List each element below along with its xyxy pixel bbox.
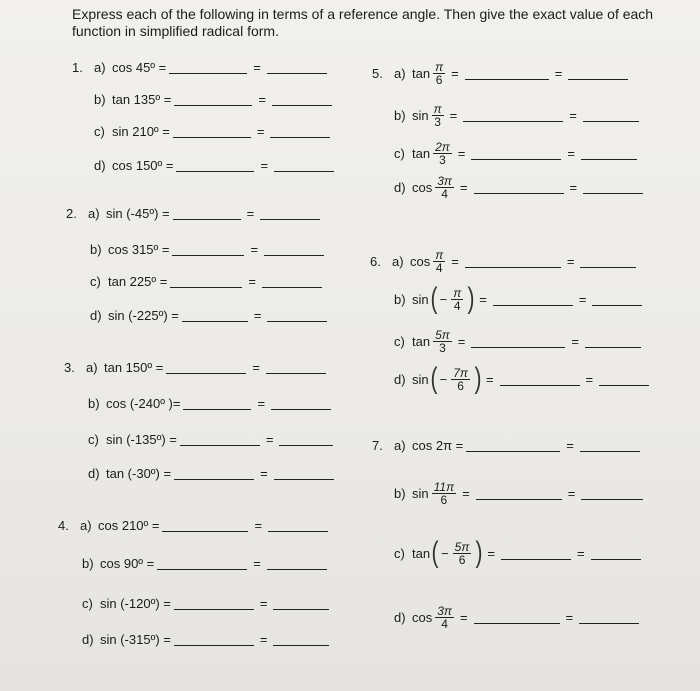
problem-letter: a) <box>392 253 404 269</box>
problem-letter: c) <box>88 431 99 447</box>
problem-4c <box>82 588 332 618</box>
problem-expression: tan 135º = <box>112 91 172 107</box>
problem-3a <box>64 352 329 382</box>
equals-sign: = <box>449 107 458 123</box>
problem-expression: sin (-225º) = <box>108 307 179 323</box>
angle-fraction <box>433 141 452 166</box>
reference-angle-blank[interactable] <box>463 109 563 122</box>
instructions: Express each of the following in terms of a reference angle. Then give the exact value of each function in simplified radical form. <box>72 6 654 39</box>
fraction-denominator: 3 <box>434 114 441 129</box>
equals-sign: = <box>585 371 594 387</box>
problem-letter: b) <box>394 107 406 123</box>
problem-letter: a) <box>86 359 98 375</box>
problem-expression: sin 210º = <box>112 123 170 139</box>
exact-value-blank[interactable] <box>579 611 639 624</box>
reference-angle-blank[interactable] <box>471 147 561 160</box>
reference-angle-blank[interactable] <box>166 361 246 374</box>
equals-sign: = <box>258 91 266 107</box>
problem-expression: sin (-120º) = <box>100 595 171 611</box>
problem-expression: sin (-315º) = <box>100 631 171 647</box>
equals-sign: = <box>457 145 466 161</box>
reference-angle-blank[interactable] <box>465 67 549 80</box>
reference-angle-blank[interactable] <box>465 255 561 268</box>
problem-letter: d) <box>82 631 94 647</box>
fraction-denominator: 4 <box>441 186 448 201</box>
problem-3d <box>88 458 337 488</box>
angle-fraction <box>433 249 445 274</box>
minus-sign: − <box>441 545 449 561</box>
problem-7d <box>394 602 642 632</box>
reference-angle-blank[interactable] <box>183 397 251 410</box>
equals-sign: = <box>565 609 574 625</box>
problem-2d <box>90 300 330 330</box>
problem-number: 6. <box>370 253 381 269</box>
equals-sign: = <box>260 465 268 481</box>
equals-sign: = <box>254 517 263 533</box>
angle-fraction <box>451 367 470 392</box>
reference-angle-blank[interactable] <box>476 487 562 500</box>
problem-3b <box>88 388 334 418</box>
angle-fraction <box>432 481 457 506</box>
problem-5d <box>394 172 646 202</box>
problem-2c <box>90 266 325 296</box>
problem-5c <box>394 138 640 168</box>
problem-letter: b) <box>90 241 102 257</box>
exact-value-blank[interactable] <box>264 243 324 256</box>
equals-sign: = <box>248 273 256 289</box>
exact-value-blank[interactable] <box>591 547 641 560</box>
equals-sign: = <box>451 253 459 269</box>
reference-angle-blank[interactable] <box>173 207 241 220</box>
trig-function: tan <box>412 333 431 349</box>
problem-expression: cos 315º = <box>108 241 170 257</box>
reference-angle-blank[interactable] <box>174 93 252 106</box>
problem-letter: d) <box>90 307 102 323</box>
exact-value-blank[interactable] <box>267 557 327 570</box>
right-paren: ) <box>467 282 475 315</box>
exact-value-blank[interactable] <box>270 125 330 138</box>
problem-6c <box>394 326 644 356</box>
equals-sign: = <box>571 333 579 349</box>
equals-sign: = <box>462 485 470 501</box>
equals-sign: = <box>257 395 266 411</box>
problem-letter: a) <box>80 517 92 533</box>
problem-letter: b) <box>82 555 94 571</box>
problem-letter: b) <box>394 291 406 307</box>
problem-letter: a) <box>88 205 100 221</box>
equals-sign: = <box>252 359 260 375</box>
reference-angle-blank[interactable] <box>466 439 560 452</box>
problem-letter: a) <box>394 437 406 453</box>
exact-value-blank[interactable] <box>268 519 328 532</box>
problem-expression: tan (-30º) = <box>106 465 172 481</box>
trig-function: tan <box>412 545 431 561</box>
problem-5b <box>394 100 642 130</box>
problem-6a <box>370 246 639 276</box>
equals-sign: = <box>250 241 259 257</box>
problem-expression: tan 225º = <box>108 273 168 289</box>
trig-function: tan <box>412 145 431 161</box>
fraction-denominator: 4 <box>435 260 443 275</box>
reference-angle-blank[interactable] <box>170 275 242 288</box>
exact-value-blank[interactable] <box>267 61 327 74</box>
equals-sign: = <box>457 333 466 349</box>
fraction-denominator: 3 <box>439 340 446 355</box>
reference-angle-blank[interactable] <box>474 181 564 194</box>
reference-angle-blank[interactable] <box>176 159 254 172</box>
exact-value-blank[interactable] <box>262 275 322 288</box>
exact-value-blank[interactable] <box>266 361 326 374</box>
equals-sign: = <box>259 631 268 647</box>
fraction-numerator: 5π <box>454 539 470 554</box>
reference-angle-blank[interactable] <box>182 309 248 322</box>
fraction-numerator: 3π <box>437 603 452 618</box>
reference-angle-blank[interactable] <box>173 125 251 138</box>
reference-angle-blank[interactable] <box>174 633 254 646</box>
problem-4b <box>82 548 330 578</box>
problem-expression: cos 90º = <box>100 555 155 571</box>
problem-7a <box>372 430 643 460</box>
fraction-denominator: 6 <box>457 378 464 393</box>
reference-angle-blank[interactable] <box>162 519 248 532</box>
angle-fraction <box>432 103 444 128</box>
fraction-numerator: 5π <box>435 327 450 342</box>
left-paren: ( <box>430 282 438 315</box>
right-paren: ) <box>474 362 482 395</box>
equals-sign: = <box>459 609 468 625</box>
equals-sign: = <box>459 179 468 195</box>
problem-number: 5. <box>372 65 383 81</box>
exact-value-blank[interactable] <box>273 597 329 610</box>
angle-fraction <box>451 287 463 312</box>
problem-letter: b) <box>394 485 406 501</box>
equals-sign: = <box>253 307 262 323</box>
problem-number: 7. <box>372 437 383 453</box>
fraction-numerator: π <box>435 247 444 262</box>
equals-sign: = <box>566 253 575 269</box>
equals-sign: = <box>569 107 577 123</box>
problem-letter: c) <box>82 595 93 611</box>
problem-7c <box>394 538 644 568</box>
exact-value-blank[interactable] <box>580 255 636 268</box>
exact-value-blank[interactable] <box>267 309 327 322</box>
problem-letter: b) <box>94 91 106 107</box>
problem-letter: d) <box>394 371 406 387</box>
problem-letter: c) <box>394 145 405 161</box>
exact-value-blank[interactable] <box>274 467 334 480</box>
equals-sign: = <box>578 291 587 307</box>
problem-3c <box>88 424 336 454</box>
exact-value-blank[interactable] <box>279 433 333 446</box>
equals-sign: = <box>485 371 494 387</box>
exact-value-blank[interactable] <box>583 109 639 122</box>
problem-letter: d) <box>394 609 406 625</box>
problem-expression: cos 150º = <box>112 157 174 173</box>
fraction-numerator: 3π <box>437 173 452 188</box>
problem-letter: a) <box>94 59 106 75</box>
fraction-numerator: 2π <box>435 139 450 154</box>
exact-value-blank[interactable] <box>272 93 332 106</box>
fraction-numerator: π <box>433 101 442 116</box>
equals-sign: = <box>265 431 274 447</box>
fraction-denominator: 4 <box>441 616 448 631</box>
problem-6d <box>394 364 652 394</box>
reference-angle-blank[interactable] <box>500 373 580 386</box>
reference-angle-blank[interactable] <box>172 243 244 256</box>
equals-sign: = <box>479 291 487 307</box>
angle-fraction <box>433 61 445 86</box>
equals-sign: = <box>569 179 578 195</box>
equals-sign: = <box>567 485 576 501</box>
exact-value-blank[interactable] <box>592 293 642 306</box>
fraction-numerator: π <box>435 59 444 74</box>
trig-function: sin <box>412 107 429 123</box>
problem-1c <box>94 116 333 146</box>
exact-value-blank[interactable] <box>274 159 334 172</box>
angle-fraction <box>453 541 472 566</box>
reference-angle-blank[interactable] <box>169 61 247 74</box>
equals-sign: = <box>566 437 574 453</box>
equals-sign: = <box>246 205 255 221</box>
problem-number: 1. <box>72 59 83 75</box>
equals-sign: = <box>253 59 261 75</box>
minus-sign: − <box>439 291 448 307</box>
problem-letter: d) <box>394 179 406 195</box>
problem-number: 3. <box>64 359 75 375</box>
problem-expression: cos 2π = <box>412 437 464 453</box>
minus-sign: − <box>439 371 448 387</box>
problem-letter: c) <box>94 123 105 139</box>
problem-expression: sin (-135º) = <box>106 431 177 447</box>
problem-1a <box>72 52 330 82</box>
equals-sign: = <box>451 65 459 81</box>
angle-fraction <box>435 175 454 200</box>
problem-5a <box>372 58 631 88</box>
reference-angle-blank[interactable] <box>157 557 247 570</box>
problem-letter: c) <box>394 333 405 349</box>
exact-value-blank[interactable] <box>599 373 649 386</box>
equals-sign: = <box>487 545 495 561</box>
problem-7b <box>394 478 646 508</box>
exact-value-blank[interactable] <box>581 487 643 500</box>
reference-angle-blank[interactable] <box>493 293 573 306</box>
problem-expression: sin (-45º) = <box>106 205 170 221</box>
trig-function: tan <box>412 65 431 81</box>
angle-fraction <box>435 605 454 630</box>
reference-angle-blank[interactable] <box>174 467 254 480</box>
problem-2a <box>66 198 323 228</box>
problem-expression: tan 150º = <box>104 359 164 375</box>
exact-value-blank[interactable] <box>568 67 628 80</box>
equals-sign: = <box>256 123 265 139</box>
fraction-numerator: π <box>453 285 462 300</box>
problem-letter: c) <box>394 545 405 561</box>
exact-value-blank[interactable] <box>581 147 637 160</box>
problem-4d <box>82 624 332 654</box>
trig-function: cos <box>412 609 433 625</box>
problem-expression: cos 45º = <box>112 59 167 75</box>
equals-sign: = <box>576 545 585 561</box>
fraction-numerator: 11π <box>433 479 455 494</box>
equals-sign: = <box>554 65 563 81</box>
equals-sign: = <box>260 157 269 173</box>
exact-value-blank[interactable] <box>260 207 320 220</box>
problem-letter: c) <box>90 273 101 289</box>
equals-sign: = <box>259 595 268 611</box>
reference-angle-blank[interactable] <box>501 547 571 560</box>
left-paren: ( <box>431 536 439 569</box>
fraction-denominator: 6 <box>435 72 443 87</box>
trig-function: sin <box>412 485 429 501</box>
reference-angle-blank[interactable] <box>174 597 254 610</box>
fraction-denominator: 4 <box>453 298 461 313</box>
reference-angle-blank[interactable] <box>180 433 260 446</box>
problem-6b <box>394 284 645 314</box>
exact-value-blank[interactable] <box>583 181 643 194</box>
problem-letter: d) <box>94 157 106 173</box>
problem-expression: cos 210º = <box>98 517 160 533</box>
angle-fraction <box>433 329 452 354</box>
trig-function: sin <box>412 291 429 307</box>
problem-2b <box>90 234 327 264</box>
right-paren: ) <box>475 536 483 569</box>
problem-letter: d) <box>88 465 100 481</box>
trig-function: cos <box>412 179 433 195</box>
problem-4a <box>58 510 331 540</box>
trig-function: cos <box>410 253 431 269</box>
problem-1d <box>94 150 337 180</box>
problem-letter: b) <box>88 395 100 411</box>
problem-letter: a) <box>394 65 406 81</box>
reference-angle-blank[interactable] <box>471 335 565 348</box>
fraction-denominator: 3 <box>439 152 446 167</box>
equals-sign: = <box>567 145 575 161</box>
problem-number: 2. <box>66 205 77 221</box>
problem-expression: cos (-240º )= <box>106 395 181 411</box>
exact-value-blank[interactable] <box>585 335 641 348</box>
equals-sign: = <box>253 555 261 571</box>
trig-function: sin <box>412 371 429 387</box>
fraction-denominator: 6 <box>440 492 448 507</box>
exact-value-blank[interactable] <box>271 397 331 410</box>
reference-angle-blank[interactable] <box>474 611 560 624</box>
exact-value-blank[interactable] <box>580 439 640 452</box>
fraction-denominator: 6 <box>458 552 466 567</box>
fraction-numerator: 7π <box>453 365 468 380</box>
problem-number: 4. <box>58 517 69 533</box>
left-paren: ( <box>430 362 438 395</box>
problem-1b <box>94 84 335 114</box>
exact-value-blank[interactable] <box>273 633 329 646</box>
